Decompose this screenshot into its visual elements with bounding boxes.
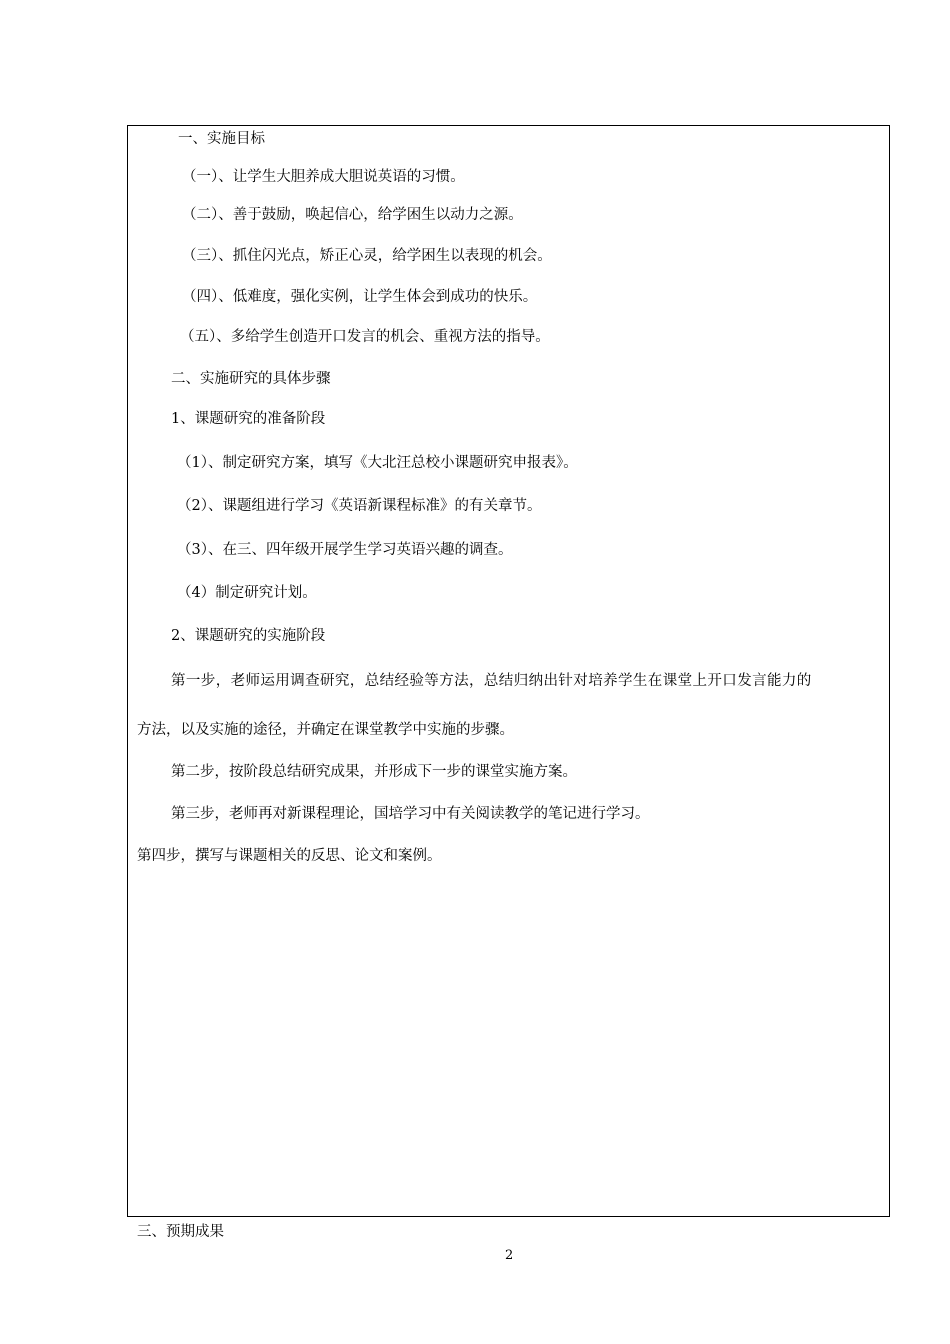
section-heading-expected-results: 三、预期成果 <box>137 1224 224 1240</box>
prep-item-2: （2）、课题组进行学习《英语新课程标准》的有关章节。 <box>177 498 542 514</box>
section-heading-steps: 二、实施研究的具体步骤 <box>171 371 331 387</box>
page-number: 2 <box>505 1248 514 1263</box>
step-3: 第三步，老师再对新课程理论，国培学习中有关阅读教学的笔记进行学习。 <box>171 806 650 822</box>
goal-item-5: （五）、多给学生创造开口发言的机会、重视方法的指导。 <box>180 329 550 345</box>
prep-item-4: （4）制定研究计划。 <box>177 585 317 601</box>
goal-item-1: （一）、让学生大胆养成大胆说英语的习惯。 <box>182 169 465 185</box>
step-2: 第二步，按阶段总结研究成果，并形成下一步的课堂实施方案。 <box>171 764 577 780</box>
step-4: 第四步，撰写与课题相关的反思、论文和案例。 <box>137 848 442 864</box>
subheading-implementation: 2、课题研究的实施阶段 <box>171 628 326 644</box>
step-1-line-1: 第一步，老师运用调查研究，总结经验等方法，总结归纳出针对培养学生在课堂上开口发言能力的 <box>171 673 812 689</box>
subheading-preparation: 1、课题研究的准备阶段 <box>171 411 326 427</box>
goal-item-3: （三）、抓住闪光点，矫正心灵，给学困生以表现的机会。 <box>182 248 552 264</box>
prep-item-3: （3）、在三、四年级开展学生学习英语兴趣的调查。 <box>177 542 513 558</box>
prep-item-1: （1）、制定研究方案，填写《大北汪总校小课题研究申报表》。 <box>177 455 578 471</box>
goal-item-4: （四）、低难度，强化实例，让学生体会到成功的快乐。 <box>182 289 538 305</box>
step-1-line-2: 方法，以及实施的途径，并确定在课堂教学中实施的步骤。 <box>137 722 514 738</box>
goal-item-2: （二）、善于鼓励，唤起信心，给学困生以动力之源。 <box>182 207 523 223</box>
section-heading-goals: 一、实施目标 <box>178 131 265 147</box>
